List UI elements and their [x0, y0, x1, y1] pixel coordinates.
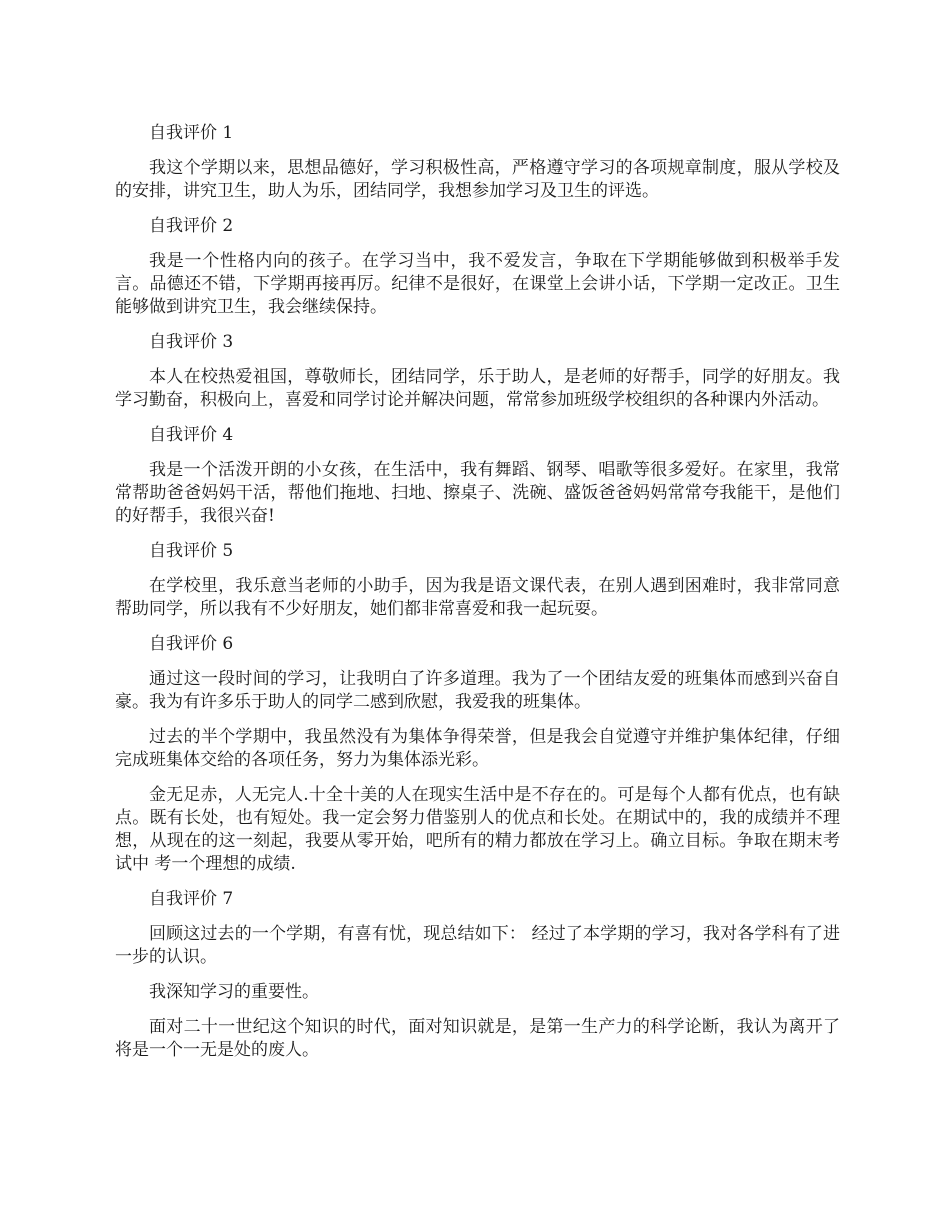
section-heading-4: 自我评价 4 — [149, 425, 234, 445]
section-heading-2: 自我评价 2 — [149, 216, 234, 236]
paragraph-7b: 我深知学习的重要性。 — [149, 982, 319, 1002]
paragraph-7c: 面对二十一世纪这个知识的时代，面对知识就是，是第一生产力的科学论断，我认为离开了将是一个一无是处的废人。 — [115, 1017, 840, 1060]
paragraph-3: 本人在校热爱祖国，尊敬师长，团结同学，乐于助人，是老师的好帮手，同学的好朋友。我学习勤奋，积极向上，喜爱和同学讨论并解决问题，常常参加班级学校组织的各种课内外活动。 — [115, 367, 840, 410]
section-heading-3: 自我评价 3 — [149, 332, 234, 352]
paragraph-7a: 回顾这过去的一个学期，有喜有忧，现总结如下： 经过了本学期的学习，我对各学科有了进一步的认识。 — [115, 924, 840, 967]
paragraph-4: 我是一个活泼开朗的小女孩，在生活中，我有舞蹈、钢琴、唱歌等很多爱好。在家里，我常常帮助爸爸妈妈干活，帮他们拖地、扫地、擦桌子、洗碗、盛饭爸爸妈妈常常夸我能干，是他们的好帮手，我很兴奋! — [115, 460, 840, 526]
section-heading-7: 自我评价 7 — [149, 889, 234, 909]
paragraph-6b: 过去的半个学期中，我虽然没有为集体争得荣誉，但是我会自觉遵守并维护集体纪律，仔细完成班集体交给的各项任务，努力为集体添光彩。 — [115, 727, 840, 770]
paragraph-1: 我这个学期以来，思想品德好，学习积极性高，严格遵守学习的各项规章制度，服从学校及的安排，讲究卫生，助人为乐，团结同学，我想参加学习及卫生的评选。 — [115, 158, 840, 201]
section-heading-1: 自我评价 1 — [149, 123, 234, 143]
paragraph-5: 在学校里，我乐意当老师的小助手，因为我是语文课代表，在别人遇到困难时，我非常同意帮助同学，所以我有不少好朋友，她们都非常喜爱和我一起玩耍。 — [115, 576, 840, 619]
section-heading-5: 自我评价 5 — [149, 541, 234, 561]
paragraph-6a: 通过这一段时间的学习，让我明白了许多道理。我为了一个团结友爱的班集体而感到兴奋自豪。我为有许多乐于助人的同学二感到欣慰，我爱我的班集体。 — [115, 669, 840, 712]
paragraph-2: 我是一个性格内向的孩子。在学习当中，我不爱发言，争取在下学期能够做到积极举手发言。品德还不错，下学期再接再厉。纪律不是很好，在课堂上会讲小话，下学期一定改正。卫生能够做到讲究卫生，我会继续保持。 — [115, 251, 840, 317]
paragraph-6c: 金无足赤，人无完人.十全十美的人在现实生活中是不存在的。可是每个人都有优点，也有缺点。既有长处，也有短处。我一定会努力借鉴别人的优点和长处。在期试中的，我的成绩并不理想，从现在的这一刻起，我要从零开始，吧所有的精力都放在学习上。确立目标。争取在期末考试中 考一个理想的成绩. — [115, 785, 840, 874]
section-heading-6: 自我评价 6 — [149, 634, 234, 654]
